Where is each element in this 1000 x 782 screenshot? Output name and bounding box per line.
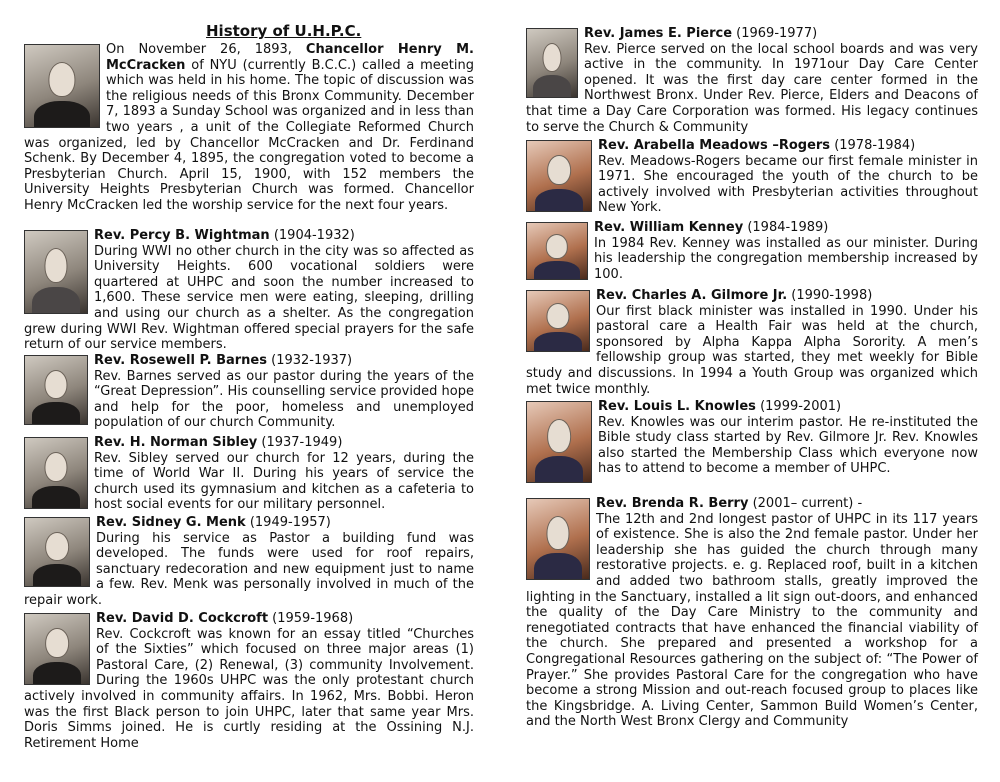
pastor-name: Rev. Rosewell P. Barnes (94, 353, 267, 368)
pastor-name: Rev. Brenda R. Berry (596, 496, 749, 511)
pastor-years: (1949-1957) (249, 515, 331, 530)
pastor-name: Rev. Louis L. Knowles (598, 399, 756, 414)
pastor-years: (1999-2001) (760, 399, 842, 414)
portrait-photo-gilmore (526, 290, 590, 352)
pastor-name: Chancellor Henry M. McCracken (106, 42, 474, 73)
pastor-name: Rev. Percy B. Wightman (94, 228, 270, 243)
pastor-name: Rev. Arabella Meadows –Rogers (598, 138, 831, 153)
section-wightman (24, 228, 474, 353)
section-body: Rev. Cockcroft was known for an essay titled “Churches of the Sixties” which focused on three major areas (1) Pastoral Care, (2) Renewal, (3) community Involvement. During the 1960s UHPC was the only protestant church actively involved in community affairs. In 1962, Mrs. Bobbi. Heron was the first Black person to join UHPC, later that same year Mrs. Doris Simms joined. He is curtly residing at the Ossining N.J. Retirement Home (24, 626, 474, 751)
portrait-photo-barnes (24, 355, 88, 425)
section-body: Rev. Barnes served as our pastor during the years of the “Great Depression”. His counselling service provided hope and help for the poor, homeless and unemployed population of our church Community. (94, 368, 475, 431)
pastor-years: (1904-1932) (273, 228, 355, 243)
section-knowles (526, 399, 978, 485)
section-body: In 1984 Rev. Kenney was installed as our minister. During his leadership the congregation membership increased by 100. (594, 235, 978, 282)
section-body: Our first black minister was installed in 1990. Under his pastoral care a Health Fair was held at the church, sponsored by Alpha Kappa Alpha Sorority. A men’s fellowship group was started, they met weekly for Bible study and discussions. In 1994 a Youth Group was organized which met twice monthly. (526, 303, 978, 397)
section-pierce (526, 26, 978, 135)
section-mccracken (24, 42, 474, 214)
section-body: Rev. Knowles was our interim pastor. He re-instituted the Bible study class started by Rev. Gilmore Jr. Rev. Knowles also started the Membership Class which everyone now has to attend to become a member of UHPC. (598, 414, 978, 477)
section-sibley (24, 435, 474, 513)
portrait-photo-meadows-rogers (526, 140, 592, 212)
section-body: During WWI no other church in the city was so affected as University Heights. 600 vocational soldiers were quartered at UHPC and soon the number increased to 1,600. These service men were eating, sleeping, drilling and using our church as a shelter. As the congregation grew during WWI Rev. Wightman offered special prayers for the safe return of our service members. (24, 243, 474, 353)
portrait-photo-mccracken (24, 44, 100, 128)
portrait-photo-wightman (24, 230, 88, 314)
pastor-name: Rev. Charles A. Gilmore Jr. (596, 288, 788, 303)
portrait-photo-pierce (526, 28, 578, 98)
pastor-name: Rev. Sidney G. Menk (96, 515, 246, 530)
portrait-photo-menk (24, 517, 90, 587)
pastor-years: (1937-1949) (261, 435, 343, 450)
section-body-start: On November 26, 1893, (106, 42, 306, 57)
portrait-photo-knowles (526, 401, 592, 483)
pastor-years: (1969-1977) (736, 26, 818, 41)
section-cockcroft (24, 611, 474, 751)
page-title: History of U.H.P.C. (206, 22, 362, 40)
section-body: of NYU (currently B.C.C.) called a meeting which was held in his home. The topic of discussion was the religious needs of this Bronx Community. December 7, 1893 a Sunday School was organized and in less than two years , a unit of the Collegiate Reformed Church was organized, led by Chancellor McCracken and Dr. Ferdinand Schenk. By December 4, 1895, the congregation voted to become a Presbyterian Church. April 15, 1900, with 152 members the University Heights Presbyterian Church was formed. Chancellor Henry McCracken led the worship service for the next four years. (24, 57, 474, 213)
section-body: The 12th and 2nd longest pastor of UHPC in its 117 years of existence. She is also the 2nd female pastor. Under her leadership she has guided the church through many restorative projects. e. g. Replaced roof, built in a kitchen and added two bathroom stalls, greatly improved the lighting in the Sanctuary, installed a lit sign out-doors, and enhanced the quality of the Day Care Ministry to the community and renegotiated contracts that have enhanced the financial viability of the church. She prepared and presented a workshop for a Congregational Resources gathering on the subject of: “The Power of Prayer.” She provides Pastoral Care for the congregation who have become a strong Mission and out-reach focused group to places like the Kingsbridge. A. Living Center, Sammon Build Women’s Center, and the North West Bronx Clergy and Community (526, 511, 978, 730)
pastor-years: (1990-1998) (791, 288, 873, 303)
section-body: Rev. Pierce served on the local school boards and was very active in the community. In 1971our Day Care Center opened. It was the first day care center formed in the Northwest Bronx. Under Rev. Pierce, Elders and Deacons of that time a Day Care Corporation was formed. His legacy continues to serve the Church & Community (526, 41, 978, 135)
portrait-photo-berry (526, 498, 590, 580)
pastor-name: Rev. William Kenney (594, 220, 744, 235)
pastor-years: (1978-1984) (834, 138, 916, 153)
pastor-name: Rev. James E. Pierce (584, 26, 733, 41)
section-kenney (526, 220, 978, 282)
section-body: During his service as Pastor a building fund was developed. The funds were used for roof repairs, sanctuary redecoration and new equipment just to name a few. Rev. Menk was personally involved in much of the repair work. (24, 530, 474, 608)
pastor-years: (2001– current) - (752, 496, 863, 511)
section-body: Rev. Meadows-Rogers became our first female minister in 1971. She encouraged the youth of the church to be actively involved with Presbyterian activities throughout New York. (598, 153, 978, 216)
portrait-photo-cockcroft (24, 613, 90, 685)
section-meadows-rogers (526, 138, 978, 216)
pastor-years: (1959-1968) (272, 611, 354, 626)
portrait-photo-sibley (24, 437, 88, 509)
pastor-name: Rev. H. Norman Sibley (94, 435, 258, 450)
pastor-years: (1932-1937) (271, 353, 353, 368)
section-body: Rev. Sibley served our church for 12 years, during the time of World War II. During his years of service the church used its gymnasium and kitchen as a cafeteria to host social events for our military personnel. (94, 450, 474, 513)
section-gilmore (526, 288, 978, 397)
section-menk (24, 515, 474, 609)
section-berry (526, 496, 978, 730)
pastor-years: (1984-1989) (747, 220, 829, 235)
section-barnes (24, 353, 474, 431)
portrait-photo-kenney (526, 222, 588, 280)
pastor-name: Rev. David D. Cockcroft (96, 611, 269, 626)
